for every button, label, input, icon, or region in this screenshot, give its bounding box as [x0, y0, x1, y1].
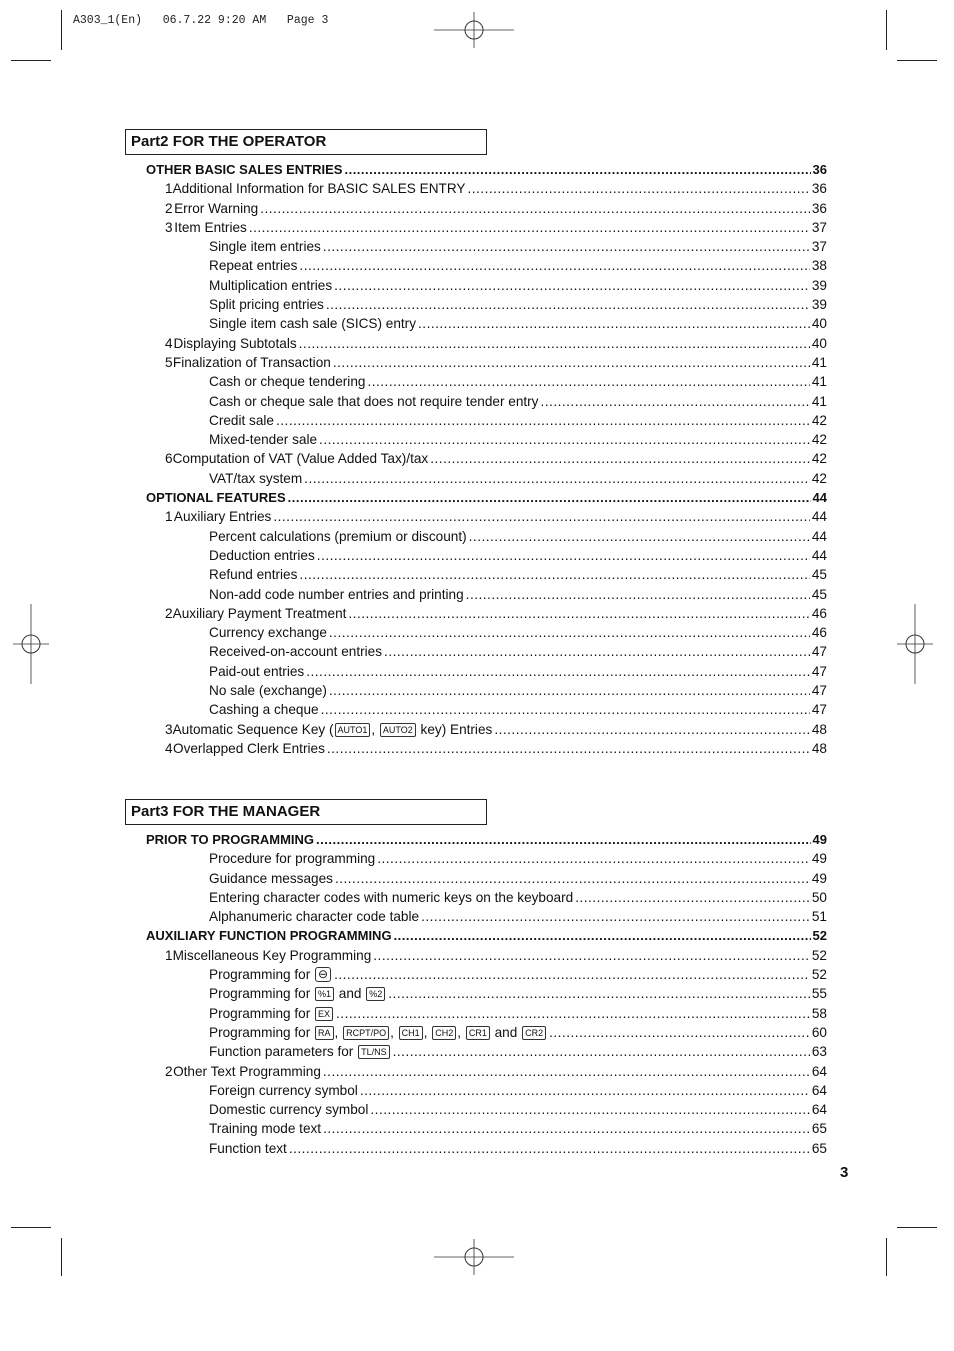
entry-page-number: 44 — [811, 547, 827, 563]
entry-number: 3 — [165, 219, 173, 235]
entry-page-number: 36 — [811, 200, 827, 216]
dot-leader — [326, 295, 810, 314]
entry-number: 1 — [165, 947, 173, 963]
entry-page-number: 52 — [811, 947, 827, 963]
entry-text: Programming for — [209, 986, 315, 1002]
entry-page-number: 49 — [811, 870, 827, 886]
dot-leader — [288, 488, 811, 507]
entry-page-number: 42 — [811, 451, 827, 467]
entry-label — [146, 488, 286, 507]
dot-leader — [421, 907, 810, 926]
registration-mark-right — [895, 604, 935, 684]
toc-entry — [146, 256, 827, 275]
entry-page-number: 42 — [811, 412, 827, 428]
entry-text: Training mode text — [209, 1121, 322, 1137]
entry-text: Multiplication entries — [209, 277, 333, 293]
entry-label — [209, 849, 375, 868]
key-symbol: RCPT/PO — [343, 1026, 389, 1040]
entry-label — [209, 585, 464, 604]
entry-text: Cash or cheque sale that does not require tender entry — [209, 393, 539, 409]
toc-entry — [146, 353, 827, 372]
entry-page-number: 65 — [811, 1121, 827, 1137]
dot-leader — [329, 681, 810, 700]
entry-label — [209, 527, 467, 546]
entry-label: Automatic Sequence Key ( AUTO1 , AUTO2 key) Entries — [172, 721, 493, 737]
dot-leader — [329, 623, 810, 642]
entry-page-number: 37 — [811, 219, 827, 235]
entry-text: Error Warning — [174, 200, 259, 216]
entry-text: Computation of VAT (Value Added Tax)/tax — [172, 451, 429, 467]
entry-text: Repeat entries — [209, 258, 298, 274]
entry-label — [209, 1100, 368, 1119]
entry-page-number: 52 — [812, 928, 827, 944]
entry-label — [209, 546, 315, 565]
entry-label — [209, 662, 304, 681]
dot-leader — [466, 585, 810, 604]
crop-mark — [61, 1238, 62, 1276]
dot-leader — [540, 392, 809, 411]
toc-entry — [146, 984, 827, 1003]
entry-page-number: 52 — [811, 967, 827, 983]
key-symbol: CR2 — [522, 1026, 546, 1040]
entry-text: Alphanumeric character code table — [209, 909, 420, 925]
entry-page-number: 41 — [811, 374, 827, 390]
crop-mark — [886, 1238, 887, 1276]
entry-page-number: 47 — [811, 702, 827, 718]
entry-text: Foreign currency symbol — [209, 1082, 358, 1098]
entry-page-number: 46 — [811, 625, 827, 641]
entry-label — [209, 888, 573, 907]
entry-page-number: 44 — [812, 490, 827, 506]
entry-page-number: 42 — [811, 470, 827, 486]
toc-entry — [146, 1119, 827, 1138]
entry-number: 2 — [165, 200, 173, 216]
entry-text: Programming for — [209, 967, 315, 983]
entry-text: Domestic currency symbol — [209, 1102, 369, 1118]
registration-mark-left — [11, 604, 51, 684]
entry-text: Displaying Subtotals — [173, 335, 297, 351]
entry-text: Received-on-account entries — [209, 644, 383, 660]
entry-label — [209, 411, 274, 430]
entry-text: Deduction entries — [209, 547, 315, 563]
dot-leader — [388, 984, 810, 1003]
entry-label — [146, 160, 342, 179]
toc-entry — [146, 314, 827, 333]
entry-page-number: 58 — [811, 1005, 827, 1021]
toc-entry — [146, 720, 827, 739]
entry-page-number: 60 — [811, 1024, 827, 1040]
entry-number: 2 — [165, 1063, 173, 1079]
entry-label — [209, 907, 419, 926]
dot-leader — [335, 869, 810, 888]
entry-page-number: 50 — [811, 889, 827, 905]
entry-page-number: 40 — [811, 335, 827, 351]
dot-leader — [276, 411, 810, 430]
entry-page-number: 45 — [811, 567, 827, 583]
entry-page-number: 41 — [811, 354, 827, 370]
entry-text: Additional Information for BASIC SALES ENTRY — [172, 181, 466, 197]
toc-section-heading — [146, 830, 827, 849]
entry-page-number: 47 — [811, 644, 827, 660]
entry-label — [209, 700, 319, 719]
entry-number: 4 — [165, 335, 173, 351]
entry-page-number: 65 — [811, 1140, 827, 1156]
entry-label — [174, 218, 247, 237]
entry-text: AUXILIARY FUNCTION PROGRAMMING — [146, 928, 392, 944]
toc-entry — [146, 565, 827, 584]
dot-leader — [333, 353, 810, 372]
dot-leader — [360, 1081, 810, 1100]
entry-text: Paid-out entries — [209, 663, 305, 679]
dot-leader — [273, 507, 810, 526]
entry-page-number: 47 — [811, 663, 827, 679]
toc-entry — [146, 946, 827, 965]
entry-label — [173, 334, 296, 353]
toc-entry — [146, 585, 827, 604]
entry-page-number: 48 — [811, 721, 827, 737]
toc-entry — [146, 546, 827, 565]
dot-leader — [370, 1100, 809, 1119]
toc-entry — [146, 623, 827, 642]
dot-leader — [418, 314, 810, 333]
toc-entry — [146, 1100, 827, 1119]
dot-leader — [549, 1023, 810, 1042]
toc-entry — [146, 179, 827, 198]
dot-leader — [384, 642, 810, 661]
entry-page-number: 38 — [811, 258, 827, 274]
entry-label — [209, 1081, 358, 1100]
key-symbol: %2 — [366, 987, 385, 1001]
entry-label — [173, 353, 331, 372]
entry-label — [209, 1042, 391, 1061]
entry-page-number: 36 — [811, 181, 827, 197]
entry-page-number: 42 — [811, 432, 827, 448]
entry-label — [209, 392, 538, 411]
entry-text: Single item cash sale (SICS) entry — [209, 316, 417, 332]
dot-leader — [323, 1062, 810, 1081]
toc-entry — [146, 276, 827, 295]
entry-text: PRIOR TO PROGRAMMING — [146, 832, 315, 847]
dot-leader — [319, 430, 810, 449]
key-symbol: AUTO1 — [335, 723, 371, 737]
dot-leader — [344, 160, 810, 179]
dot-leader — [467, 179, 809, 198]
entry-text: and — [335, 986, 366, 1002]
key-symbol: RA — [315, 1026, 334, 1040]
entry-label — [209, 1139, 287, 1158]
part2-toc — [146, 160, 827, 758]
dot-leader — [334, 276, 810, 295]
entry-number: 1 — [165, 181, 173, 197]
toc-entry — [146, 237, 827, 256]
entry-page-number: 49 — [812, 832, 827, 847]
entry-text: Overlapped Clerk Entries — [173, 740, 325, 756]
entry-label — [209, 1119, 321, 1138]
entry-page-number: 49 — [811, 851, 827, 867]
toc-entry — [146, 527, 827, 546]
entry-text: Single item entries — [209, 239, 321, 255]
entry-label — [173, 946, 372, 965]
entry-label — [209, 1004, 334, 1023]
toc-entry — [146, 218, 827, 237]
key-symbol: EX — [315, 1007, 333, 1021]
dot-leader — [289, 1139, 810, 1158]
toc-entry — [146, 1023, 827, 1042]
entry-page-number: 45 — [811, 586, 827, 602]
entry-text: Miscellaneous Key Programming — [172, 947, 372, 963]
entry-page-number: 37 — [811, 239, 827, 255]
dot-leader — [377, 849, 810, 868]
entry-number: 3 — [165, 721, 173, 737]
entry-label — [209, 965, 332, 984]
entry-text: Mixed-tender sale — [209, 432, 318, 448]
entry-page-number: 36 — [812, 162, 827, 177]
toc-section-heading — [146, 926, 827, 945]
toc-entry — [146, 907, 827, 926]
entry-text: Other Text Programming — [173, 1063, 321, 1079]
entry-text: Item Entries — [174, 219, 247, 235]
toc-entry — [146, 1139, 827, 1158]
toc-entry — [146, 642, 827, 661]
dot-leader — [393, 1042, 810, 1061]
toc-entry — [146, 869, 827, 888]
entry-page-number: 40 — [811, 316, 827, 332]
toc-section-heading — [146, 488, 827, 507]
crop-mark — [11, 1227, 51, 1228]
part3-toc — [146, 830, 827, 1158]
entry-text: Procedure for programming — [209, 851, 376, 867]
entry-text: Function parameters for — [209, 1044, 358, 1060]
entry-text: OTHER BASIC SALES ENTRIES — [146, 162, 343, 177]
entry-label — [209, 469, 302, 488]
entry-text: Split pricing entries — [209, 297, 324, 313]
dot-leader — [373, 946, 810, 965]
entry-label — [209, 984, 386, 1003]
toc-entry — [146, 849, 827, 868]
dot-leader — [327, 739, 810, 758]
entry-label — [209, 256, 297, 275]
entry-label — [209, 295, 324, 314]
toc-entry — [146, 888, 827, 907]
dot-leader — [299, 256, 809, 275]
entry-label — [209, 430, 317, 449]
entry-page-number: 39 — [811, 297, 827, 313]
key-symbol: ⊖ — [315, 967, 331, 982]
entry-page-number: 44 — [811, 509, 827, 525]
dot-leader — [306, 662, 810, 681]
entry-label — [209, 642, 382, 661]
entry-text: Programming for — [209, 1024, 315, 1040]
entry-text: No sale (exchange) — [209, 683, 327, 699]
crop-mark — [897, 60, 937, 61]
entry-number: 2 — [165, 605, 173, 621]
entry-number: 4 — [165, 740, 173, 756]
dot-leader — [575, 888, 810, 907]
toc-entry — [146, 1062, 827, 1081]
entry-label — [209, 237, 321, 256]
dot-leader — [299, 334, 810, 353]
dot-leader — [394, 926, 811, 945]
dot-leader — [323, 1119, 810, 1138]
dot-leader — [430, 449, 810, 468]
toc-entry — [146, 449, 827, 468]
registration-mark-top — [434, 10, 514, 50]
dot-leader — [336, 1004, 810, 1023]
key-symbol: %1 — [315, 987, 334, 1001]
part2-heading: Part2 FOR THE OPERATOR — [125, 129, 487, 155]
entry-label — [174, 507, 271, 526]
entry-text: Percent calculations (premium or discount) — [209, 528, 467, 544]
dot-leader — [249, 218, 810, 237]
entry-label — [146, 926, 392, 945]
toc-entry — [146, 739, 827, 758]
dot-leader — [316, 830, 810, 849]
toc-entry — [146, 681, 827, 700]
entry-text: Currency exchange — [209, 625, 327, 641]
registration-mark-bottom — [434, 1237, 514, 1277]
dot-leader — [321, 700, 810, 719]
toc-entry — [146, 430, 827, 449]
dot-leader — [304, 469, 810, 488]
toc-entry — [146, 334, 827, 353]
entry-page-number: 63 — [811, 1044, 827, 1060]
toc-entry — [146, 662, 827, 681]
dot-leader — [367, 372, 809, 391]
entry-page-number: 55 — [811, 986, 827, 1002]
entry-page-number: 39 — [811, 277, 827, 293]
toc-entry — [146, 372, 827, 391]
entry-label — [173, 179, 466, 198]
print-slug: A303_1(En) 06.7.22 9:20 AM Page 3 — [73, 14, 329, 27]
entry-text: Auxiliary Entries — [173, 509, 272, 525]
key-symbol: TL/NS — [358, 1045, 390, 1059]
entry-text: and — [490, 1024, 522, 1040]
entry-label — [209, 372, 365, 391]
dot-leader — [323, 237, 810, 256]
entry-text: OPTIONAL FEATURES — [146, 490, 286, 506]
key-symbol: AUTO2 — [380, 723, 416, 737]
dot-leader — [469, 527, 810, 546]
dot-leader — [299, 565, 809, 584]
entry-label — [209, 623, 327, 642]
entry-page-number: 64 — [811, 1063, 827, 1079]
dot-leader — [348, 604, 809, 623]
part3-heading: Part3 FOR THE MANAGER — [125, 799, 487, 825]
crop-mark — [886, 10, 887, 50]
crop-mark — [11, 60, 51, 61]
entry-page-number: 44 — [811, 528, 827, 544]
entry-text: Entering character codes with numeric keys on the keyboard — [209, 889, 574, 905]
entry-page-number: 41 — [811, 393, 827, 409]
entry-label — [174, 199, 258, 218]
entry-text: Function text — [209, 1140, 287, 1156]
toc-section-heading — [146, 160, 827, 179]
entry-text: Credit sale — [209, 412, 274, 428]
key-symbol: CH1 — [399, 1026, 423, 1040]
crop-mark — [897, 1227, 937, 1228]
entry-label — [209, 565, 297, 584]
toc-entry — [146, 199, 827, 218]
dot-leader — [334, 965, 810, 984]
toc-entry — [146, 1004, 827, 1023]
entry-label — [209, 314, 416, 333]
entry-label — [173, 739, 325, 758]
entry-number: 1 — [165, 509, 173, 525]
crop-mark — [61, 10, 62, 50]
entry-text: Automatic Sequence Key ( — [172, 721, 334, 737]
dot-leader — [260, 199, 810, 218]
entry-page-number: 64 — [811, 1102, 827, 1118]
page-number: 3 — [840, 1164, 849, 1181]
entry-label — [209, 681, 327, 700]
toc-entry — [146, 411, 827, 430]
entry-page-number: 46 — [811, 605, 827, 621]
entry-text: VAT/tax system — [209, 470, 303, 486]
entry-text: Auxiliary Payment Treatment — [172, 605, 347, 621]
entry-page-number: 48 — [811, 740, 827, 756]
entry-label: Programming for RA , RCPT/PO , CH1 , CH2 , CR1 and CR2 — [209, 1023, 547, 1042]
toc-entry — [146, 469, 827, 488]
entry-label — [173, 449, 429, 468]
entry-label — [209, 276, 332, 295]
toc-entry — [146, 295, 827, 314]
toc-entry — [146, 700, 827, 719]
entry-text: Non-add code number entries and printing — [209, 586, 464, 602]
toc-entry — [146, 1081, 827, 1100]
key-symbol: CR1 — [466, 1026, 490, 1040]
dot-leader — [494, 720, 810, 739]
dot-leader — [317, 546, 810, 565]
entry-text: Guidance messages — [209, 870, 333, 886]
toc-entry — [146, 507, 827, 526]
entry-page-number: 51 — [811, 909, 827, 925]
entry-label — [173, 604, 347, 623]
entry-label — [173, 1062, 321, 1081]
toc-entry — [146, 1042, 827, 1061]
toc-entry — [146, 604, 827, 623]
entry-page-number: 64 — [811, 1082, 827, 1098]
entry-number: 6 — [165, 451, 173, 467]
entry-label — [146, 830, 314, 849]
entry-text: Cash or cheque tendering — [209, 374, 366, 390]
entry-number: 5 — [165, 354, 173, 370]
entry-text: Cashing a cheque — [209, 702, 319, 718]
entry-page-number: 47 — [811, 683, 827, 699]
entry-text: Refund entries — [209, 567, 298, 583]
entry-label — [209, 869, 333, 888]
toc-entry — [146, 392, 827, 411]
key-symbol: CH2 — [432, 1026, 456, 1040]
entry-text: Programming for — [209, 1005, 315, 1021]
entry-text: key) Entries — [416, 721, 493, 737]
toc-entry — [146, 965, 827, 984]
entry-text: Finalization of Transaction — [172, 354, 331, 370]
